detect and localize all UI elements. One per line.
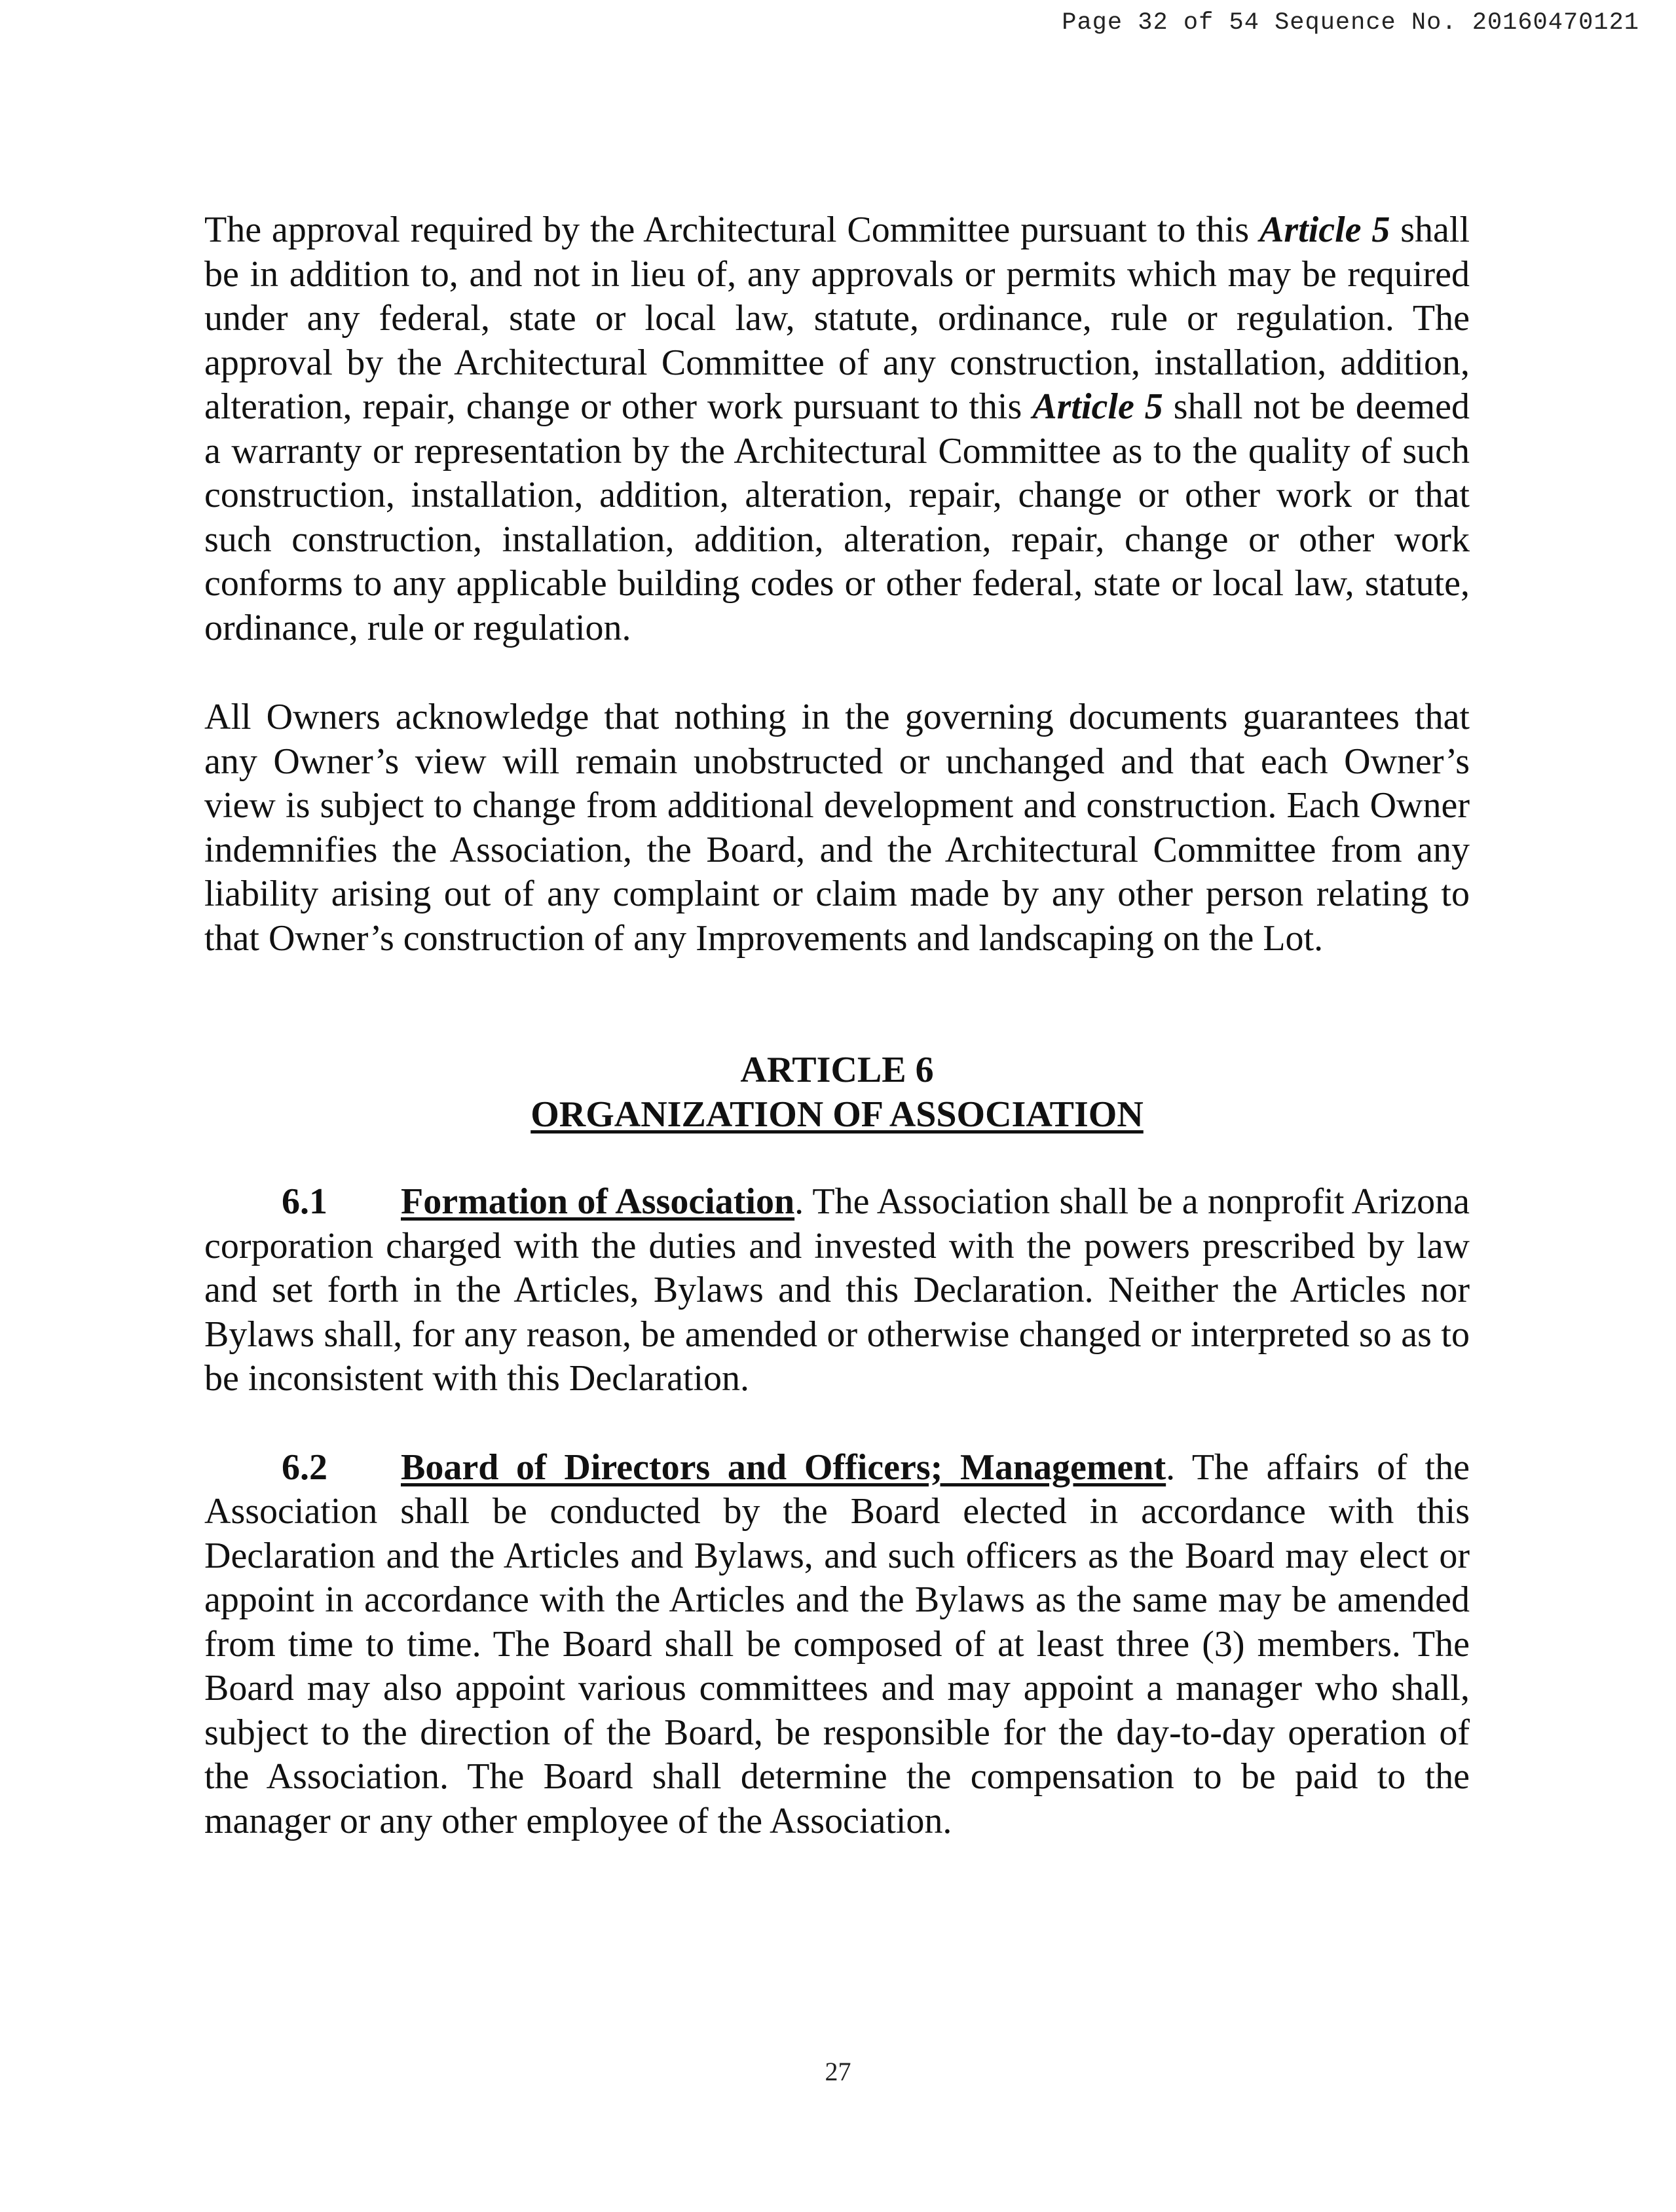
paragraph-text: shall be in addition to, and not in lieu of, any approvals or permits which may be required under any federal, state or local law, statute, ordinance, rule or regulation. The approval by the Architectural Committee of any construction, installation, addition, alteration, repair, change or other work pursuant to this (204, 210, 1470, 427)
article-heading (204, 1048, 1470, 1137)
paragraph-text: shall not be deemed a warranty or representation by the Architectural Committee as to the quality of such construction, installation, addition, alteration, repair, change or other work or that such construction, installation, addition, alteration, repair, change or other work conforms to any applicable building codes or other federal, state or local law, statute, ordinance, rule or regulation. (204, 386, 1470, 648)
section-6-2 (204, 1446, 1470, 1844)
section-title: Formation of Association (401, 1181, 795, 1222)
section-text: . The affairs of the Association shall be conducted by the Board elected in accordance with this Declaration and the Articles and Bylaws, and such officers as the Board may elect or appoint in accordance with the Articles and the Bylaws as the same may be amended from time to time. The Board shall be composed of at least three (3) members. The Board may also appoint various committees and may appoint a manager who shall, subject to the direction of the Board, be responsible for the day-to-day operation of the Association. The Board shall determine the compensation to be paid to the manager or any other employee of the Association. (204, 1447, 1470, 1841)
page-number: 27 (825, 2057, 851, 2086)
article-number: ARTICLE 6 (740, 1050, 934, 1090)
article-reference: Article 5 (1259, 210, 1390, 250)
section-6-1 (204, 1180, 1470, 1401)
section-title: Board of Directors and Officers; Management (401, 1447, 1166, 1488)
section-text: . The Association shall be a nonprofit Arizona corporation charged with the duties and invested with the powers prescribed by law and set forth in the Articles, Bylaws and this Declaration. Neither the Articles nor Bylaws shall, for any reason, be amended or otherwise changed or interpreted so as to be inconsistent with this Declaration. (204, 1181, 1470, 1399)
section-number: 6.1 (282, 1181, 327, 1222)
paragraph-text: The approval required by the Architectural Committee pursuant to this (204, 210, 1259, 250)
section-number: 6.2 (282, 1447, 327, 1488)
paragraph-architectural-approval (204, 208, 1470, 650)
article-reference: Article 5 (1032, 386, 1163, 427)
paragraph-owner-view: All Owners acknowledge that nothing in the governing documents guarantees that any Owner’s view will remain unobstructed or unchanged and that each Owner’s view is subject to change from additional development and construction. Each Owner indemnifies the Association, the Board, and the Architectural Committee from any liability arising out of any complaint or claim made by any other person relating to that Owner’s construction of any Improvements and landscaping on the Lot. (204, 697, 1470, 959)
article-title: ORGANIZATION OF ASSOCIATION (531, 1094, 1144, 1135)
document-body (204, 208, 1470, 1880)
recording-stamp: Page 32 of 54 Sequence No. 20160470121 (1062, 9, 1639, 37)
